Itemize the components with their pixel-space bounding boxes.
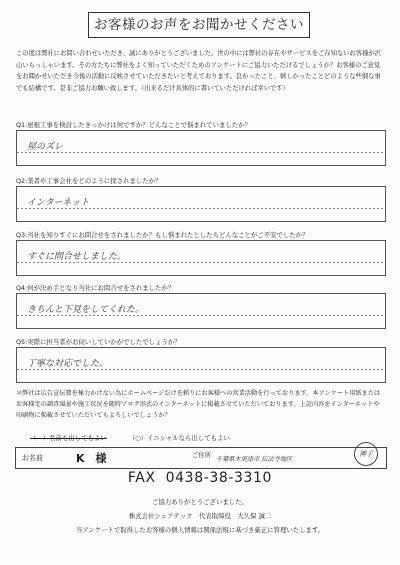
question-2-label: Q2:業者や工事会社をどのように探されましたか？ xyxy=(16,177,162,185)
answer-2-text: インターネット xyxy=(27,198,90,208)
consent-choices xyxy=(30,433,250,442)
fax-line xyxy=(0,470,400,486)
fax-label: FAX xyxy=(127,470,156,486)
question-5-label: Q5:実際に担当者がお伺いしていかがでしたでしょうか？ xyxy=(16,338,181,346)
answer-1-text: 屋のズレ xyxy=(27,142,64,152)
answer-1-box xyxy=(16,130,386,166)
answer-5-box xyxy=(16,347,386,383)
answer-4-text: きちんと下見をしてくれた。 xyxy=(27,305,145,315)
question-3-label: Q3:当社を知りすぐにお問合せをされましたか？もし悩まれたとしたらどんなことがご不安でしたか？ xyxy=(16,231,309,239)
company-text: 株式会社シェアテック 代表取締役 大久保 誠二 xyxy=(128,512,272,520)
fax-number: 0438-38-3310 xyxy=(165,470,273,486)
answer-2-box xyxy=(16,186,386,222)
answer-5-text: 丁寧な対応でした。 xyxy=(27,359,109,369)
privacy-text: 当アンケートで取得したお客様の個人情報は関係法規に基づき厳正に管理いたします。 xyxy=(75,526,325,534)
name-address-box xyxy=(15,447,387,469)
seal-stamp: 神子 xyxy=(354,442,378,466)
thanks-text: ご協力ありがとうございました。 xyxy=(152,498,248,506)
choice-initials[interactable]: （○）イニシャルなら出してもよい xyxy=(128,434,230,442)
publication-notice: ＊弊社は広告宣伝費を極力かけない為にホームページだけを頼りにお客様への営業活動を行っております。本アンケート用紙またはお客様宅の調査風景や施工状況を随時ブログ形式のインターネットに掲載させていただいております。上記内容をインターネットや印刷物に掲載させていただいてもよろしいでしょうか？ xyxy=(16,390,381,420)
address-value: 千葉県木更津市 伝法寺地区 xyxy=(216,456,293,463)
answer-4-box xyxy=(16,293,386,329)
page-title: お客様のお声をお聞かせください xyxy=(88,12,310,38)
intro-text: この度は弊社にお問い合わせいただき、誠にありがとうございました。世の中には弊社の存在やサービスをご存知ないお客様が沢山いらっしゃいます。その方たちに弊社をよく知っていただくためのアンケートにご協力いただけるでしょうか？お客様のご意見をお聞かせいただき今後の活動に反映させていただきたいと考えております。良かったこと、嬉しかったことどのような些細な事でも結構です。是非ご協力お願い致します。（出来るだけ具体的に書いていただければ幸いです） xyxy=(16,50,381,92)
question-4-label: Q4:何が決め手となり当社にお問合せをされましたか？ xyxy=(16,284,175,292)
answer-3-box xyxy=(16,240,386,276)
name-label: お名前 xyxy=(22,454,43,462)
name-value: K 様 xyxy=(76,452,107,465)
address-label: ご住所 xyxy=(192,452,211,459)
question-1-label: Q1:屋根工事を検討したきっかけは何ですか？どんなことで悩まれていましたか？ xyxy=(16,121,251,129)
choice-full-name[interactable]: （ ）名前も出してもよい xyxy=(30,434,107,442)
answer-3-text: すぐに問合せしました。 xyxy=(27,252,127,262)
